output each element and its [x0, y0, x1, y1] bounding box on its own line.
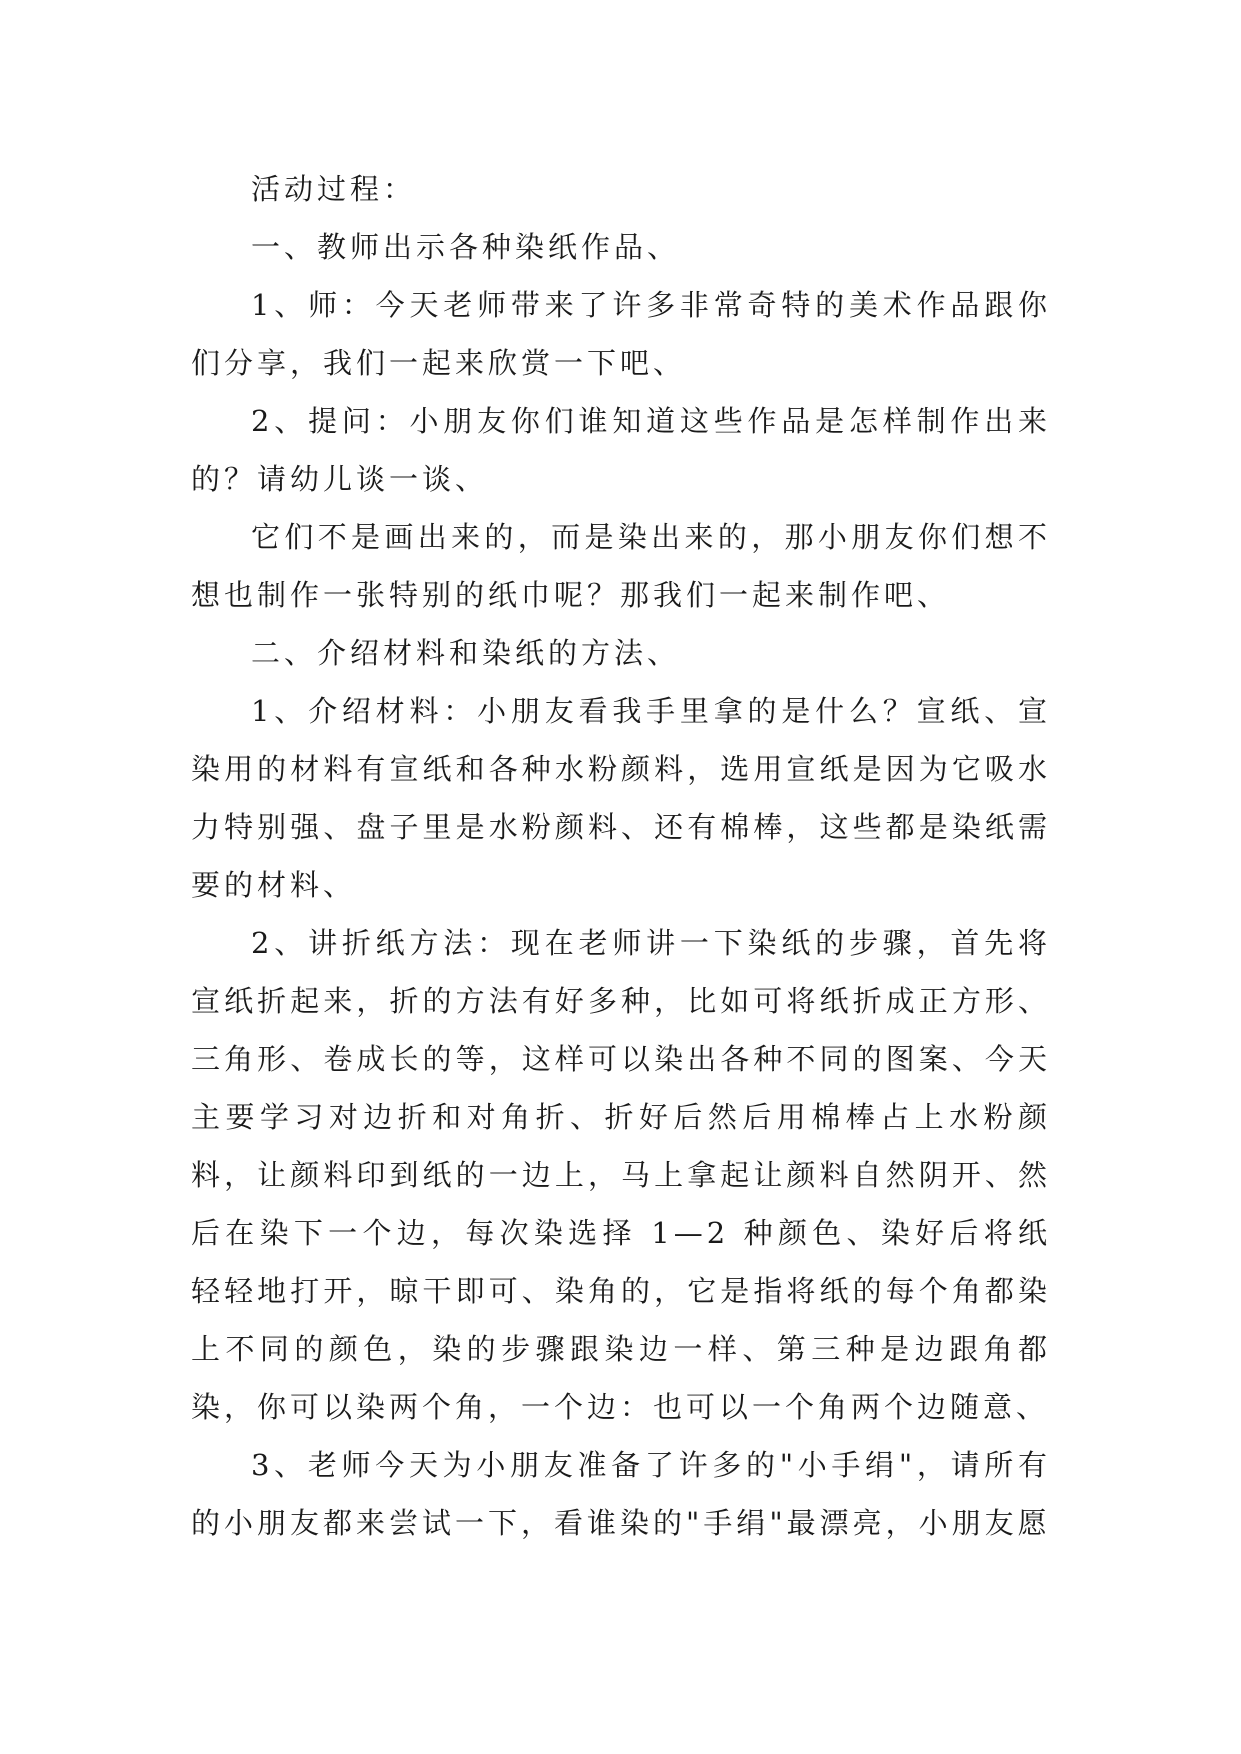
paragraph-section-one: 一、教师出示各种染纸作品、 — [251, 230, 681, 264]
paragraph-folding-method: 2、讲折纸方法：现在老师讲一下染纸的步骤，首先将宣纸折起来，折的方法有好多种，比如可将纸折成正方形、三角形、卷成长的等，这样可以染出各种不同的图案、今天主要学习对边折和对角折、折好后然后用棉棒占上水粉颜料，让颜料印到纸的一边上，马上拿起让颜料自然阴开、然后在染下一个边，每次染选择 1—2 种颜色、染好后将纸轻轻地打开，晾干即可、染角的，它是指将纸的每个角都染上不同的颜色，染的步骤跟染边一样、第三种是边跟角都染，你可以染两个角，一个边：也可以一个角两个边随意、 — [191, 926, 1051, 1424]
paragraph-materials: 1、介绍材料：小朋友看我手里拿的是什么？宣纸、宣染用的材料有宣纸和各种水粉颜料，选用宣纸是因为它吸水力特别强、盘子里是水粉颜料、还有棉棒，这些都是染纸需要的材料、 — [191, 694, 1051, 902]
paragraph-question: 2、提问：小朋友你们谁知道这些作品是怎样制作出来的？请幼儿谈一谈、 — [191, 404, 1051, 496]
paragraph-teacher-intro: 1、师：今天老师带来了许多非常奇特的美术作品跟你们分享，我们一起来欣赏一下吧、 — [191, 288, 1051, 380]
paragraph-process-heading: 活动过程： — [251, 172, 417, 206]
paragraph-dyed-not-drawn: 它们不是画出来的，而是染出来的，那小朋友你们想不想也制作一张特别的纸巾呢？那我们一起来制作吧、 — [191, 520, 1051, 612]
paragraph-handkerchief: 3、老师今天为小朋友准备了许多的"小手绢"，请所有的小朋友都来尝试一下，看谁染的"手绢"最漂亮，小朋友愿 — [191, 1448, 1051, 1540]
document-body — [191, 160, 1051, 1552]
paragraph-section-two: 二、介绍材料和染纸的方法、 — [251, 636, 681, 670]
